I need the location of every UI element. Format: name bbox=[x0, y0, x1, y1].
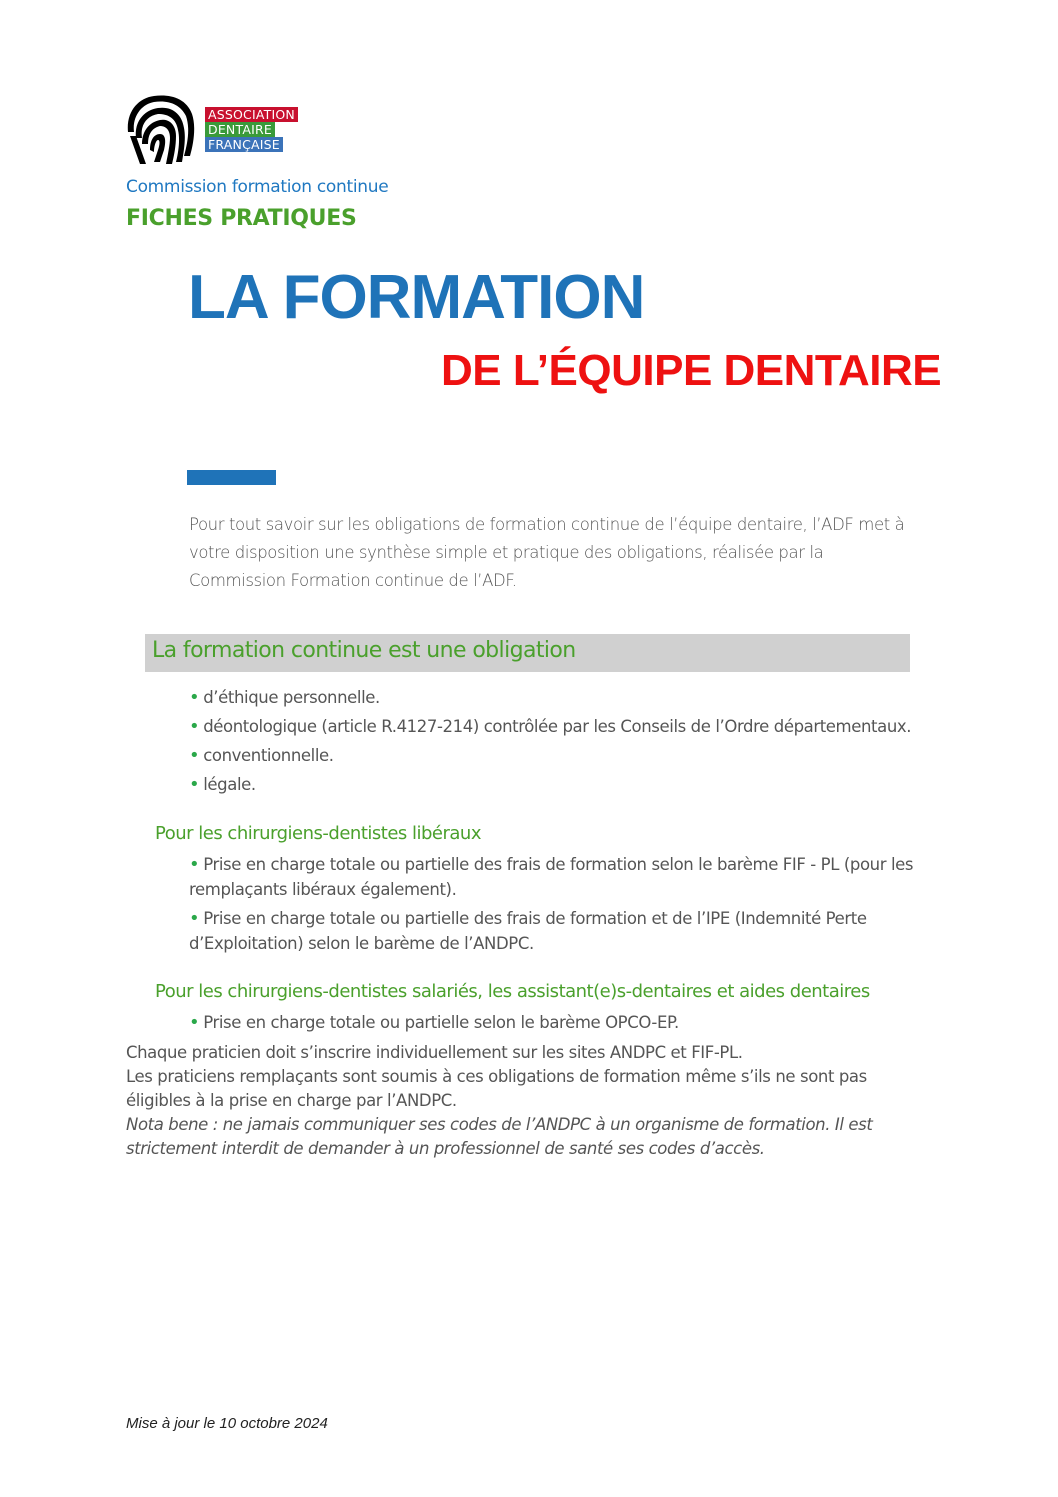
org-name-line-2: DENTAIRE bbox=[205, 122, 275, 137]
bullet-icon: • bbox=[189, 908, 200, 929]
salaries-item-1: • Prise en charge totale ou partielle selon le barème OPCO-EP. bbox=[189, 1012, 679, 1033]
series-label: FICHES PRATIQUES bbox=[126, 206, 357, 231]
update-date: Mise à jour le 10 octobre 2024 bbox=[126, 1415, 328, 1432]
org-name-line-1: ASSOCIATION bbox=[205, 107, 298, 122]
page-title-line-2: DE L’ÉQUIPE DENTAIRE bbox=[441, 346, 942, 395]
note-registration: Chaque praticien doit s’inscrire individuellement sur les sites ANDPC et FIF-PL. bbox=[126, 1043, 743, 1062]
bullet-icon: • bbox=[189, 774, 200, 795]
bullet-icon: • bbox=[189, 716, 200, 737]
section-heading-box bbox=[145, 634, 910, 672]
obligation-list bbox=[189, 684, 911, 800]
accent-divider bbox=[187, 470, 276, 485]
liberaux-heading: Pour les chirurgiens-dentistes libéraux bbox=[155, 823, 481, 844]
bullet-icon: • bbox=[189, 854, 200, 875]
salaries-heading: Pour les chirurgiens-dentistes salariés, les assistant(e)s-dentaires et aides dentaires bbox=[155, 981, 870, 1002]
bullet-icon: • bbox=[189, 687, 200, 708]
note-replacements: Les praticiens remplaçants sont soumis à ces obligations de formation même s’ils ne sont pas éligibles à la prise en charge par l’ANDPC. bbox=[126, 1067, 867, 1110]
liberaux-item-2: • Prise en charge totale ou partielle des frais de formation et de l’IPE (Indemnité Perte d’Exploitation) selon le barème de l’ANDPC. bbox=[189, 908, 867, 953]
nota-bene: Nota bene : ne jamais communiquer ses codes de l’ANDPC à un organisme de formation. Il est strictement interdit de demander à un professionnel de santé ses codes d’accès. bbox=[126, 1115, 873, 1158]
bullet-icon: • bbox=[189, 1012, 200, 1033]
list-item: • déontologique (article R.4127-214) contrôlée par les Conseils de l’Ordre départementaux. bbox=[189, 716, 912, 737]
list-item: • d’éthique personnelle. bbox=[189, 687, 380, 708]
list-item: • légale. bbox=[189, 774, 256, 795]
bullet-icon: • bbox=[189, 745, 200, 766]
intro-paragraph: Pour tout savoir sur les obligations de formation continue de l’équipe dentaire, l’ADF met à votre disposition une synthèse simple et pratique des obligations, réalisée par la Commission Formation continue de l’ADF. bbox=[189, 515, 905, 590]
liberaux-item-1: • Prise en charge totale ou partielle des frais de formation selon le barème FIF - PL (pour les remplaçants libéraux également). bbox=[189, 854, 914, 899]
notes-block bbox=[126, 1041, 906, 1161]
section-heading: La formation continue est une obligation bbox=[152, 638, 576, 663]
adf-tooth-logo-icon bbox=[124, 92, 196, 166]
org-name-line-3: FRANÇAISE bbox=[205, 137, 283, 152]
commission-label: Commission formation continue bbox=[126, 177, 389, 197]
page-title-line-1: LA FORMATION bbox=[188, 263, 645, 332]
list-item: • conventionnelle. bbox=[189, 745, 334, 766]
